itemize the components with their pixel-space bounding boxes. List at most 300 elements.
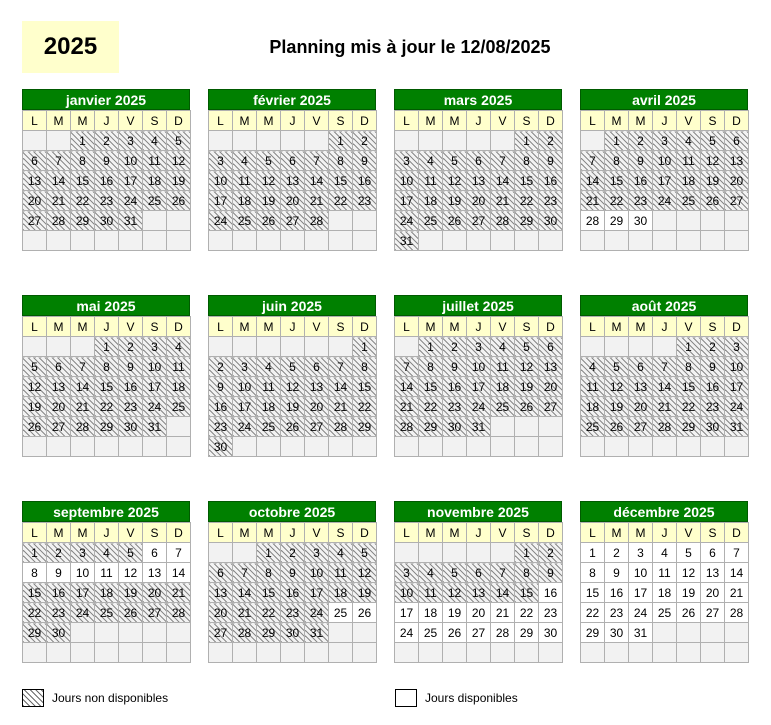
unavailable-day-cell: 19 (443, 191, 467, 211)
unavailable-day-cell: 4 (581, 357, 605, 377)
unavailable-day-cell: 5 (167, 131, 191, 151)
blank-swatch-icon (395, 689, 417, 707)
empty-day-cell (167, 417, 191, 437)
unavailable-day-cell: 24 (119, 191, 143, 211)
empty-day-cell (257, 643, 281, 663)
unavailable-day-cell: 11 (491, 357, 515, 377)
empty-day-cell (581, 231, 605, 251)
empty-day-cell (515, 643, 539, 663)
week-row (23, 623, 191, 643)
unavailable-day-cell: 14 (47, 171, 71, 191)
unavailable-day-cell: 13 (467, 171, 491, 191)
weekday-header: D (167, 523, 191, 543)
unavailable-day-cell: 24 (725, 397, 749, 417)
unavailable-day-cell: 14 (233, 583, 257, 603)
unavailable-day-cell: 20 (467, 191, 491, 211)
weekday-header: L (23, 111, 47, 131)
unavailable-day-cell: 16 (443, 377, 467, 397)
empty-day-cell (605, 231, 629, 251)
month-table (22, 110, 191, 251)
available-day-cell: 25 (419, 623, 443, 643)
unavailable-day-cell: 27 (143, 603, 167, 623)
month-calendar (394, 89, 562, 251)
empty-day-cell (47, 437, 71, 457)
unavailable-day-cell: 28 (395, 417, 419, 437)
unavailable-day-cell: 10 (395, 583, 419, 603)
unavailable-day-cell: 28 (167, 603, 191, 623)
unavailable-day-cell: 26 (443, 211, 467, 231)
weekday-header-row (23, 111, 191, 131)
unavailable-day-cell: 28 (71, 417, 95, 437)
empty-day-cell (143, 211, 167, 231)
week-row (23, 377, 191, 397)
empty-day-cell (233, 231, 257, 251)
week-row (395, 377, 563, 397)
empty-day-cell (209, 543, 233, 563)
unavailable-day-cell: 8 (257, 563, 281, 583)
unavailable-day-cell: 29 (257, 623, 281, 643)
empty-day-cell (539, 417, 563, 437)
month-title: septembre 2025 (22, 501, 190, 522)
available-day-cell: 18 (653, 583, 677, 603)
unavailable-day-cell: 10 (233, 377, 257, 397)
unavailable-day-cell: 21 (491, 191, 515, 211)
available-day-cell: 29 (605, 211, 629, 231)
available-day-cell: 9 (47, 563, 71, 583)
weekday-header: V (491, 317, 515, 337)
empty-day-cell (23, 131, 47, 151)
empty-day-cell (515, 437, 539, 457)
unavailable-day-cell: 27 (281, 211, 305, 231)
empty-day-cell (467, 131, 491, 151)
week-row (395, 151, 563, 171)
weekday-header: L (581, 317, 605, 337)
empty-day-cell (467, 437, 491, 457)
weekday-header: J (653, 317, 677, 337)
unavailable-day-cell: 13 (467, 583, 491, 603)
week-row (23, 417, 191, 437)
available-day-cell: 28 (491, 623, 515, 643)
week-row (23, 603, 191, 623)
weekday-header: D (353, 111, 377, 131)
unavailable-day-cell: 7 (305, 151, 329, 171)
unavailable-day-cell: 23 (47, 603, 71, 623)
unavailable-day-cell: 3 (233, 357, 257, 377)
unavailable-day-cell: 16 (47, 583, 71, 603)
unavailable-day-cell: 6 (281, 151, 305, 171)
month-calendar (208, 295, 376, 457)
unavailable-day-cell: 3 (395, 151, 419, 171)
unavailable-day-cell: 16 (701, 377, 725, 397)
week-row (209, 643, 377, 663)
empty-day-cell (23, 643, 47, 663)
available-day-cell: 3 (629, 543, 653, 563)
unavailable-day-cell: 14 (305, 171, 329, 191)
empty-day-cell (491, 643, 515, 663)
unavailable-day-cell: 7 (395, 357, 419, 377)
unavailable-day-cell: 22 (71, 191, 95, 211)
unavailable-day-cell: 2 (443, 337, 467, 357)
empty-day-cell (329, 231, 353, 251)
weekday-header: V (677, 523, 701, 543)
month-title: janvier 2025 (22, 89, 190, 110)
unavailable-day-cell: 13 (539, 357, 563, 377)
weekday-header: M (47, 523, 71, 543)
week-row (209, 397, 377, 417)
unavailable-day-cell: 16 (629, 171, 653, 191)
month-calendar (580, 501, 748, 663)
unavailable-day-cell: 6 (23, 151, 47, 171)
unavailable-day-cell: 10 (725, 357, 749, 377)
empty-day-cell (209, 231, 233, 251)
month-title: novembre 2025 (394, 501, 562, 522)
empty-day-cell (677, 623, 701, 643)
unavailable-day-cell: 15 (71, 171, 95, 191)
weekday-header: L (581, 111, 605, 131)
weekday-header: S (143, 317, 167, 337)
unavailable-day-cell: 24 (209, 211, 233, 231)
weekday-header-row (209, 317, 377, 337)
unavailable-day-cell: 27 (305, 417, 329, 437)
unavailable-day-cell: 28 (491, 211, 515, 231)
unavailable-day-cell: 10 (467, 357, 491, 377)
available-day-cell: 16 (539, 583, 563, 603)
weekday-header: J (281, 111, 305, 131)
unavailable-day-cell: 5 (443, 563, 467, 583)
unavailable-day-cell: 4 (491, 337, 515, 357)
unavailable-day-cell: 29 (95, 417, 119, 437)
available-day-cell: 19 (677, 583, 701, 603)
unavailable-day-cell: 21 (47, 191, 71, 211)
empty-day-cell (233, 437, 257, 457)
unavailable-day-cell: 28 (305, 211, 329, 231)
week-row (581, 337, 749, 357)
month-calendar (208, 501, 376, 663)
unavailable-day-cell: 1 (95, 337, 119, 357)
weekday-header: S (701, 111, 725, 131)
available-day-cell: 17 (629, 583, 653, 603)
weekday-header: D (353, 523, 377, 543)
unavailable-day-cell: 6 (47, 357, 71, 377)
unavailable-day-cell: 10 (143, 357, 167, 377)
weekday-header: M (419, 523, 443, 543)
unavailable-day-cell: 23 (539, 191, 563, 211)
unavailable-day-cell: 19 (515, 377, 539, 397)
unavailable-day-cell: 17 (143, 377, 167, 397)
unavailable-day-cell: 18 (419, 191, 443, 211)
unavailable-day-cell: 19 (167, 171, 191, 191)
empty-day-cell (581, 131, 605, 151)
week-row (23, 437, 191, 457)
week-row (395, 171, 563, 191)
unavailable-day-cell: 1 (71, 131, 95, 151)
weekday-header: D (725, 523, 749, 543)
empty-day-cell (233, 643, 257, 663)
month-title: février 2025 (208, 89, 376, 110)
unavailable-day-cell: 25 (491, 397, 515, 417)
week-row (209, 603, 377, 623)
empty-day-cell (653, 437, 677, 457)
unavailable-day-cell: 20 (725, 171, 749, 191)
available-day-cell: 8 (23, 563, 47, 583)
empty-day-cell (653, 337, 677, 357)
empty-day-cell (209, 643, 233, 663)
weekday-header: S (329, 523, 353, 543)
weekday-header-row (395, 317, 563, 337)
week-row (23, 151, 191, 171)
empty-day-cell (281, 437, 305, 457)
weekday-header-row (395, 111, 563, 131)
month-title: mai 2025 (22, 295, 190, 316)
week-row (581, 563, 749, 583)
week-row (209, 357, 377, 377)
unavailable-day-cell: 1 (23, 543, 47, 563)
unavailable-day-cell: 25 (257, 417, 281, 437)
unavailable-day-cell: 12 (701, 151, 725, 171)
available-day-cell: 30 (605, 623, 629, 643)
empty-day-cell (443, 643, 467, 663)
empty-day-cell (419, 437, 443, 457)
unavailable-day-cell: 18 (95, 583, 119, 603)
empty-day-cell (605, 437, 629, 457)
empty-day-cell (539, 437, 563, 457)
unavailable-day-cell: 24 (305, 603, 329, 623)
unavailable-day-cell: 3 (71, 543, 95, 563)
week-row (581, 151, 749, 171)
available-day-cell: 25 (329, 603, 353, 623)
unavailable-day-cell: 28 (233, 623, 257, 643)
unavailable-day-cell: 11 (677, 151, 701, 171)
available-day-cell: 27 (467, 623, 491, 643)
week-row (23, 563, 191, 583)
unavailable-day-cell: 8 (605, 151, 629, 171)
available-day-cell: 8 (581, 563, 605, 583)
empty-day-cell (71, 623, 95, 643)
month-table (580, 316, 749, 457)
unavailable-day-cell: 3 (119, 131, 143, 151)
empty-day-cell (305, 437, 329, 457)
weekday-header: V (305, 523, 329, 543)
unavailable-day-cell: 22 (329, 191, 353, 211)
week-row (581, 231, 749, 251)
unavailable-day-cell: 23 (119, 397, 143, 417)
unavailable-day-cell: 9 (629, 151, 653, 171)
available-day-cell: 24 (395, 623, 419, 643)
available-day-cell: 18 (419, 603, 443, 623)
empty-day-cell (329, 623, 353, 643)
unavailable-day-cell: 18 (329, 583, 353, 603)
unavailable-day-cell: 13 (305, 377, 329, 397)
unavailable-day-cell: 2 (353, 131, 377, 151)
unavailable-day-cell: 20 (539, 377, 563, 397)
unavailable-day-cell: 20 (23, 191, 47, 211)
week-row (581, 417, 749, 437)
month-table (208, 316, 377, 457)
unavailable-day-cell: 7 (47, 151, 71, 171)
week-row (23, 643, 191, 663)
weekday-header: V (305, 111, 329, 131)
empty-day-cell (119, 643, 143, 663)
unavailable-day-cell: 28 (47, 211, 71, 231)
month-table (22, 522, 191, 663)
empty-day-cell (629, 437, 653, 457)
empty-day-cell (491, 437, 515, 457)
week-row (395, 191, 563, 211)
unavailable-day-cell: 22 (419, 397, 443, 417)
unavailable-day-cell: 8 (677, 357, 701, 377)
available-day-cell: 25 (653, 603, 677, 623)
available-day-cell: 14 (167, 563, 191, 583)
unavailable-day-cell: 31 (305, 623, 329, 643)
weekday-header: J (95, 317, 119, 337)
available-day-cell: 26 (443, 623, 467, 643)
unavailable-day-cell: 31 (395, 231, 419, 251)
week-row (23, 231, 191, 251)
unavailable-day-cell: 13 (281, 171, 305, 191)
unavailable-day-cell: 6 (725, 131, 749, 151)
weekday-header: L (395, 111, 419, 131)
weekday-header: V (491, 523, 515, 543)
empty-day-cell (305, 231, 329, 251)
weekday-header: J (467, 317, 491, 337)
unavailable-day-cell: 2 (209, 357, 233, 377)
empty-day-cell (47, 131, 71, 151)
weekday-header: M (71, 317, 95, 337)
unavailable-day-cell: 6 (539, 337, 563, 357)
week-row (581, 603, 749, 623)
unavailable-day-cell: 19 (281, 397, 305, 417)
unavailable-day-cell: 25 (419, 211, 443, 231)
available-day-cell: 12 (119, 563, 143, 583)
unavailable-day-cell: 16 (281, 583, 305, 603)
unavailable-day-cell: 7 (653, 357, 677, 377)
unavailable-day-cell: 19 (257, 191, 281, 211)
empty-day-cell (305, 337, 329, 357)
empty-day-cell (395, 437, 419, 457)
weekday-header: V (677, 317, 701, 337)
weekday-header: J (281, 523, 305, 543)
unavailable-day-cell: 3 (209, 151, 233, 171)
unavailable-day-cell: 22 (677, 397, 701, 417)
unavailable-day-cell: 5 (281, 357, 305, 377)
unavailable-day-cell: 4 (233, 151, 257, 171)
empty-day-cell (467, 231, 491, 251)
weekday-header: J (467, 523, 491, 543)
empty-day-cell (653, 211, 677, 231)
unavailable-day-cell: 24 (467, 397, 491, 417)
unavailable-day-cell: 7 (491, 563, 515, 583)
unavailable-day-cell: 23 (209, 417, 233, 437)
weekday-header: M (443, 111, 467, 131)
available-day-cell: 26 (353, 603, 377, 623)
empty-day-cell (629, 231, 653, 251)
week-row (581, 543, 749, 563)
weekday-header: D (167, 111, 191, 131)
weekday-header-row (581, 111, 749, 131)
unavailable-day-cell: 10 (395, 171, 419, 191)
empty-day-cell (677, 437, 701, 457)
month-table (208, 522, 377, 663)
unavailable-day-cell: 29 (677, 417, 701, 437)
week-row (395, 357, 563, 377)
weekday-header: L (581, 523, 605, 543)
unavailable-day-cell: 5 (257, 151, 281, 171)
weekday-header: M (71, 523, 95, 543)
unavailable-day-cell: 26 (257, 211, 281, 231)
unavailable-day-cell: 26 (167, 191, 191, 211)
unavailable-day-cell: 9 (209, 377, 233, 397)
unavailable-day-cell: 26 (23, 417, 47, 437)
unavailable-day-cell: 27 (629, 417, 653, 437)
unavailable-day-cell: 5 (701, 131, 725, 151)
week-row (581, 131, 749, 151)
unavailable-day-cell: 11 (329, 563, 353, 583)
week-row (23, 357, 191, 377)
unavailable-day-cell: 21 (305, 191, 329, 211)
empty-day-cell (419, 131, 443, 151)
weekday-header: J (281, 317, 305, 337)
week-row (395, 211, 563, 231)
month-title: mars 2025 (394, 89, 562, 110)
empty-day-cell (701, 623, 725, 643)
unavailable-day-cell: 21 (329, 397, 353, 417)
week-row (581, 397, 749, 417)
week-row (395, 397, 563, 417)
unavailable-day-cell: 4 (677, 131, 701, 151)
unavailable-day-cell: 2 (119, 337, 143, 357)
unavailable-day-cell: 4 (419, 151, 443, 171)
empty-day-cell (23, 231, 47, 251)
empty-day-cell (677, 211, 701, 231)
unavailable-day-cell: 21 (71, 397, 95, 417)
legend-unavailable-label: Jours non disponibles (52, 691, 169, 705)
empty-day-cell (443, 131, 467, 151)
empty-day-cell (71, 337, 95, 357)
unavailable-day-cell: 12 (353, 563, 377, 583)
unavailable-day-cell: 27 (47, 417, 71, 437)
weekday-header: M (419, 111, 443, 131)
unavailable-day-cell: 13 (23, 171, 47, 191)
unavailable-day-cell: 4 (95, 543, 119, 563)
unavailable-day-cell: 11 (419, 583, 443, 603)
empty-day-cell (257, 437, 281, 457)
empty-day-cell (281, 337, 305, 357)
unavailable-day-cell: 4 (257, 357, 281, 377)
empty-day-cell (419, 231, 443, 251)
unavailable-day-cell: 18 (581, 397, 605, 417)
unavailable-day-cell: 10 (119, 151, 143, 171)
empty-day-cell (353, 231, 377, 251)
unavailable-day-cell: 30 (95, 211, 119, 231)
month-table (580, 110, 749, 251)
week-row (209, 231, 377, 251)
available-day-cell: 22 (515, 603, 539, 623)
month-table (394, 316, 563, 457)
unavailable-day-cell: 9 (119, 357, 143, 377)
unavailable-day-cell: 23 (443, 397, 467, 417)
weekday-header: M (233, 317, 257, 337)
week-row (581, 171, 749, 191)
unavailable-day-cell: 14 (395, 377, 419, 397)
unavailable-day-cell: 20 (281, 191, 305, 211)
unavailable-day-cell: 15 (329, 171, 353, 191)
unavailable-day-cell: 23 (701, 397, 725, 417)
empty-day-cell (725, 231, 749, 251)
available-day-cell: 10 (629, 563, 653, 583)
unavailable-day-cell: 15 (515, 583, 539, 603)
legend-available (395, 689, 518, 707)
week-row (581, 583, 749, 603)
